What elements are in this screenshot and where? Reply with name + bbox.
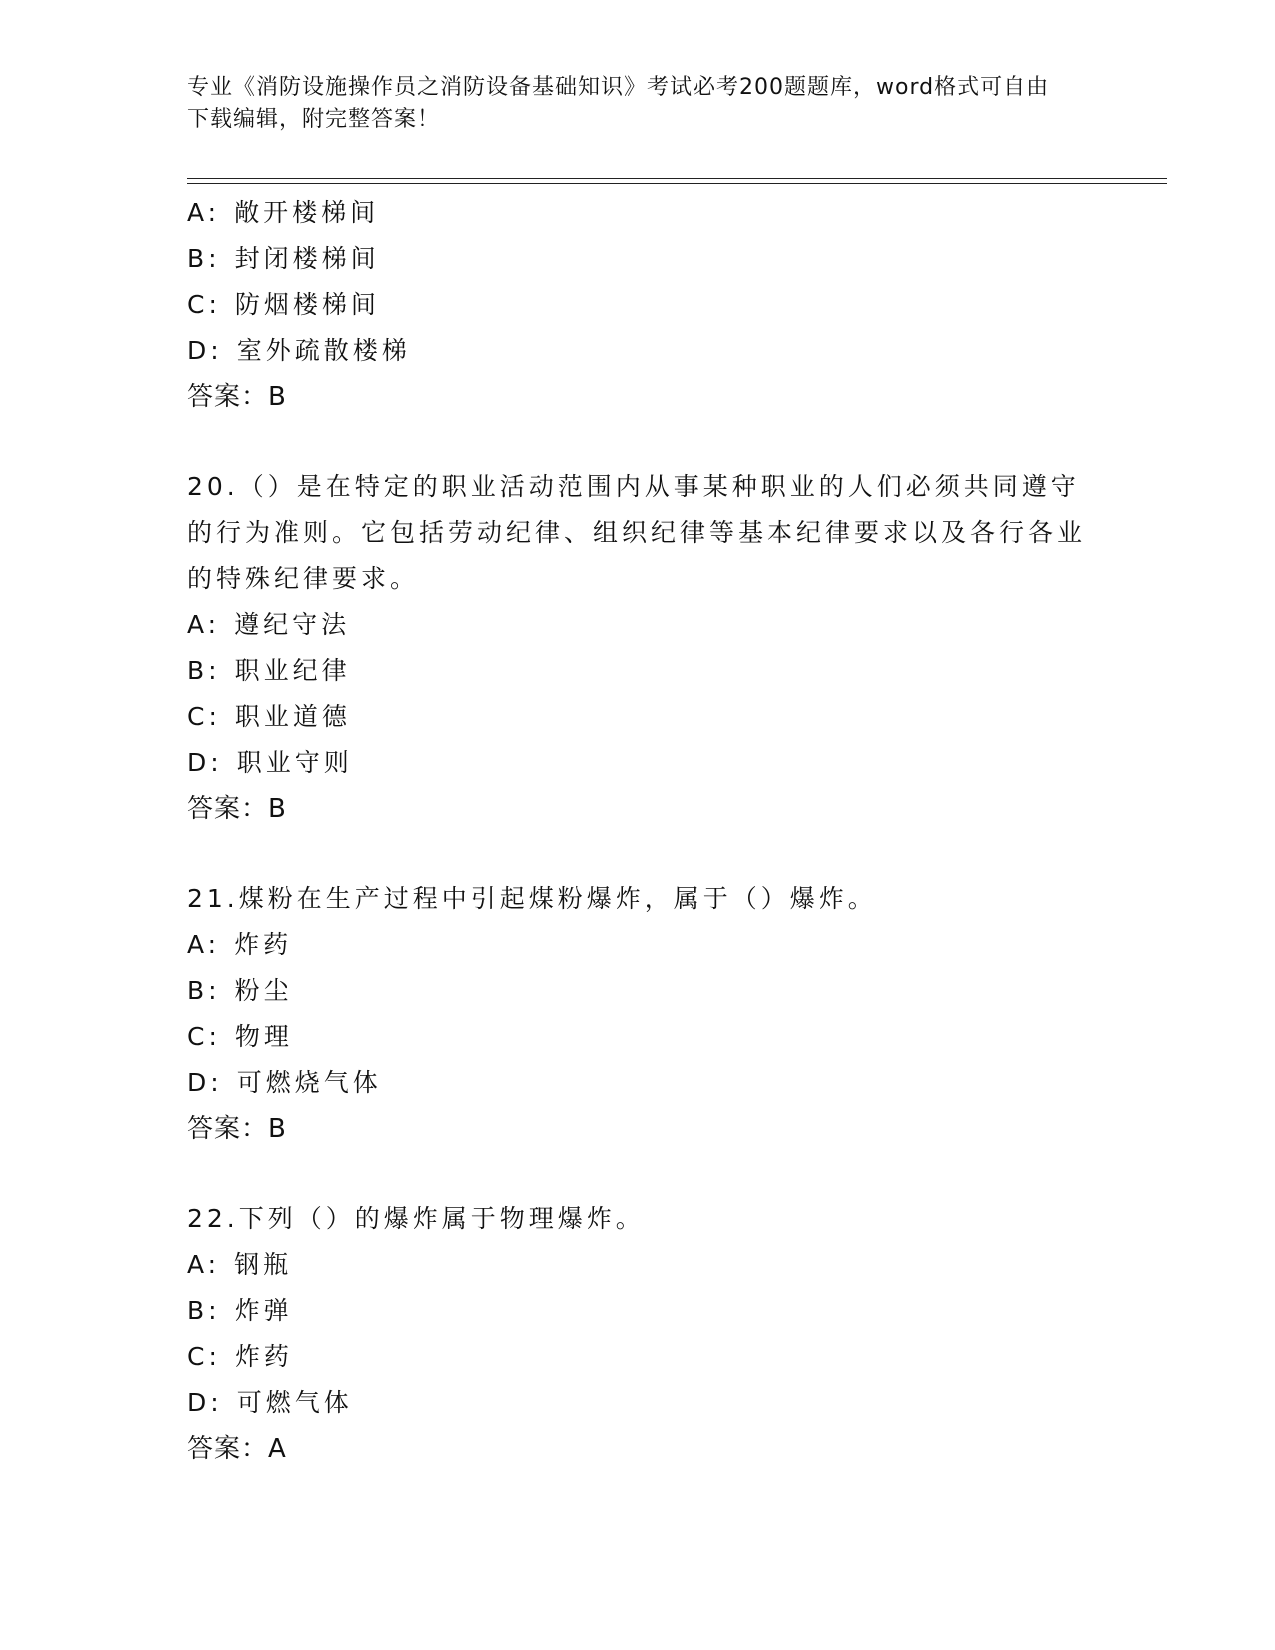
answer-line: 答案：A [187, 1434, 287, 1464]
option-d: D: 室外疏散楼梯 [187, 336, 411, 365]
header-divider-top [187, 178, 1167, 179]
question-block-19 [187, 190, 1087, 420]
header-divider-bottom [187, 183, 1167, 184]
option-c: C: 物理 [187, 1022, 293, 1051]
option-b: B: 封闭楼梯间 [187, 244, 380, 273]
question-block-21 [187, 876, 1087, 1152]
option-d: D: 可燃烧气体 [187, 1068, 382, 1097]
question-block-20 [187, 464, 1087, 832]
option-c: C: 防烟楼梯间 [187, 290, 380, 319]
option-b: B: 职业纪律 [187, 656, 351, 685]
document-header: 专业《消防设施操作员之消防设备基础知识》考试必考200题题库，word格式可自由下载编辑，附完整答案！ [187, 75, 1050, 132]
question-list [187, 190, 1087, 1472]
option-c: C: 炸药 [187, 1342, 293, 1371]
option-a: A: 炸药 [187, 930, 293, 959]
question-stem: 22.下列（）的爆炸属于物理爆炸。 [187, 1204, 645, 1233]
option-d: D: 职业守则 [187, 748, 353, 777]
option-a: A: 敞开楼梯间 [187, 198, 380, 227]
answer-line: 答案：B [187, 794, 287, 824]
option-a: A: 钢瓶 [187, 1250, 293, 1279]
question-block-22 [187, 1196, 1087, 1472]
question-stem: 21.煤粉在生产过程中引起煤粉爆炸，属于（）爆炸。 [187, 884, 877, 913]
question-stem: 20.（）是在特定的职业活动范围内从事某种职业的人们必须共同遵守的行为准则。它包括劳动纪律、组织纪律等基本纪律要求以及各行各业的特殊纪律要求。 [187, 472, 1087, 593]
option-d: D: 可燃气体 [187, 1388, 353, 1417]
option-b: B: 粉尘 [187, 976, 293, 1005]
answer-line: 答案：B [187, 382, 287, 412]
option-a: A: 遵纪守法 [187, 610, 351, 639]
answer-line: 答案：B [187, 1114, 287, 1144]
option-b: B: 炸弹 [187, 1296, 293, 1325]
option-c: C: 职业道德 [187, 702, 351, 731]
